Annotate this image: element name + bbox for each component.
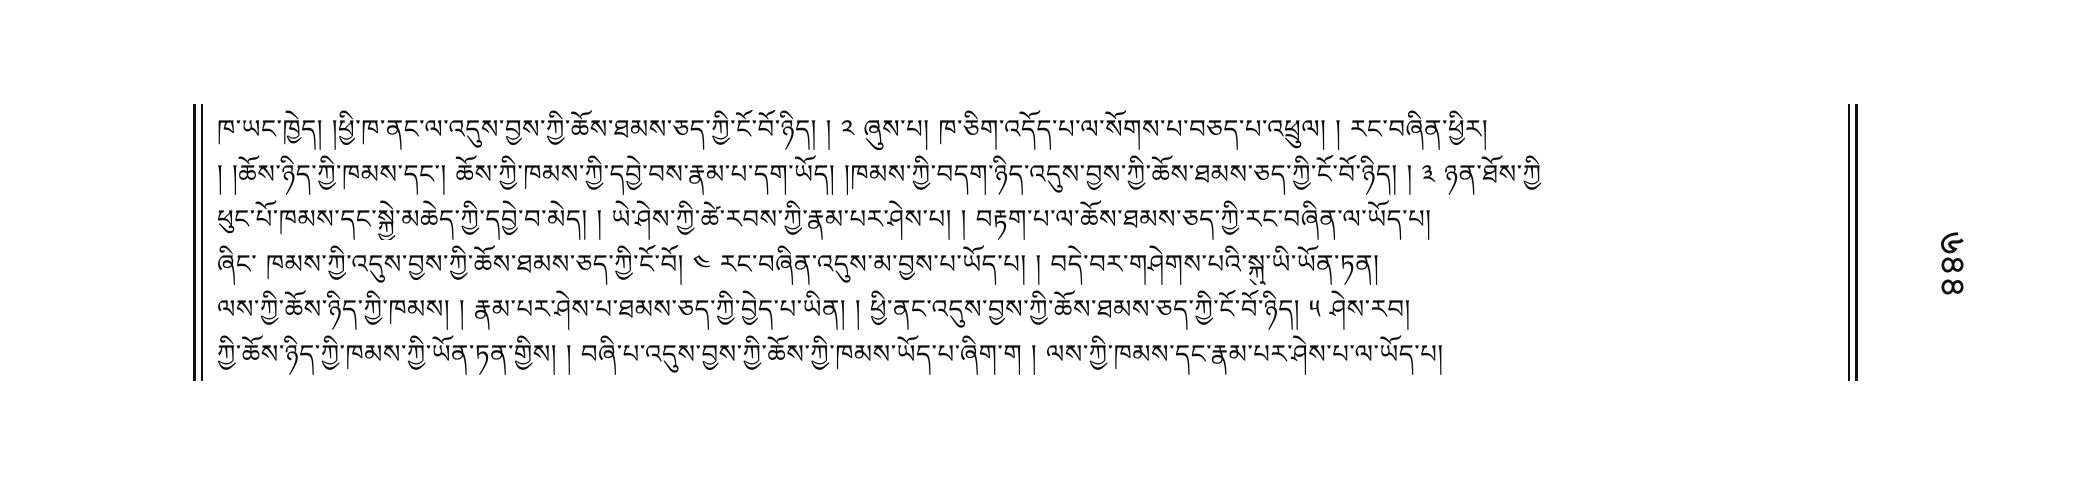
text-frame — [193, 104, 1858, 381]
text-line-4: ཞིང་ ཁམས་ཀྱི་འདུས་བྱས་ཀྱི་ཆོས་ཐམས་ཅད་ཀྱི་ངོ་བོ། ༤ རང་བཞིན་འདུས་མ་བྱས་པ་ཡོད་པ། ། བདེ་བར་གཤེགས་པའི་སྐུ་ཡི་ཡོན་ཏན། — [217, 250, 1380, 280]
text-line-3: ཕུང་པོ་ཁམས་དང་སྐྱེ་མཆེད་ཀྱི་དབྱེ་བ་མེད། ། ཡེ་ཤེས་ཀྱི་ཚེ་རབས་ཀྱི་རྣམ་པར་ཤེས་པ། ། བརྟག་པ་ལ་ཆོས་ཐམས་ཅད་ཀྱི་རང་བཞིན་ལ་ཡོད་པ། — [217, 205, 1432, 235]
text-line-5: ལས་ཀྱི་ཆོས་ཉིད་ཀྱི་ཁམས། ། རྣམ་པར་ཤེས་པ་ཐམས་ཅད་ཀྱི་བྱེད་པ་ཡིན། ། ཕྱི་ནང་འདུས་བྱས་ཀྱི་ཆོས་ཐམས་ཅད་ཀྱི་ངོ་བོ་ཉིད། ༥ ཤེས་རབ། — [217, 295, 1411, 325]
text-line-6: ཀྱི་ཆོས་ཉིད་ཀྱི་ཁམས་ཀྱི་ཡོན་ཏན་གྱིས། ། བཞི་པ་འདུས་བྱས་ཀྱི་ཆོས་ཀྱི་ཁམས་ཡོད་པ་ཞིག་ག ། ལས་ཀྱི་ཁམས་དང་རྣམ་པར་ཤེས་པ་ལ་ཡོད་པ། — [217, 340, 1444, 370]
right-double-rule-outer — [1855, 104, 1858, 381]
left-double-rule-outer — [193, 104, 196, 381]
text-line-1: ཁ་ཡང་ཁྱེད། །ཕྱི་ཁ་ནང་ལ་འདུས་བྱས་ཀྱི་ཆོས་ཐམས་ཅད་ཀྱི་ངོ་བོ་ཉིད། ། ༢ ཞུས་པ། ཁ་ཅིག་འདོད་པ་ལ་སོགས་པ་བཅད་པ་འཕྲུལ། ། རང་བཞིན་ཕྱིར། — [217, 115, 1489, 145]
text-block — [217, 110, 1834, 375]
page-number: ৬৪৪ — [1932, 231, 1973, 299]
text-line-2: ། །ཆོས་ཉིད་ཀྱི་ཁམས་དང་། ཆོས་ཀྱི་ཁམས་ཀྱི་དབྱེ་བས་རྣམ་པ་དག་ཡོད། །ཁམས་ཀྱི་བདག་ཉིད་འདུས་བྱས་ཀྱི་ཆོས་ཐམས་ཅད་ཀྱི་ངོ་བོ་ཉིད། ། ༣ ཉན་ཐོས་ཀྱི — [217, 160, 1542, 190]
right-double-rule-inner — [1848, 104, 1850, 381]
left-double-rule-inner — [201, 104, 203, 381]
